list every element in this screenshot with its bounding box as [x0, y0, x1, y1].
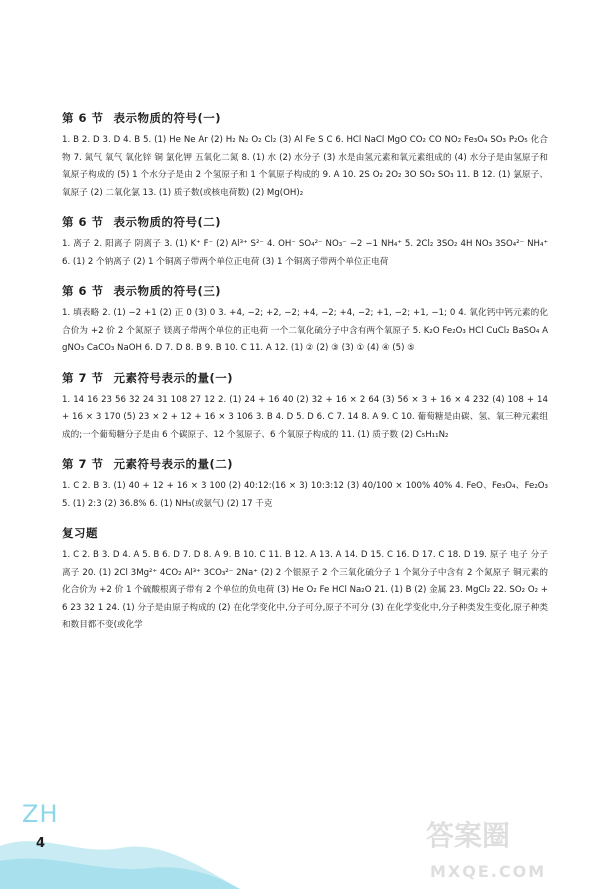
zh-logo: ZH [22, 800, 59, 828]
section-answers: 1. 离子 2. 阳离子 阴离子 3. (1) K⁺ F⁻ (2) Al³⁺ S²⁻ 4. OH⁻ SO₄²⁻ NO₃⁻ −2 −1 NH₄⁺ 5. 2Cl₂ 3SO₂ 4H NO₃ 3SO₄²⁻ NH₄⁺ 6. (1) 2 个钠离子 (2) 1 个铜离子带两个单位正电荷 (3) 1 个铜离子带两个单位正电荷 [62, 239, 548, 267]
section-7-2 [62, 456, 548, 513]
watermark-title: 答案圈 [426, 819, 511, 852]
section-answers: 1. 14 16 23 56 32 24 31 108 27 12 2. (1) 24 + 16 40 (2) 32 + 16 × 2 64 (3) 56 × 3 + 16 × 4 232 (4) 108 + 14 + 16 × 3 170 (5) 23 × 2 + 12 + 16 × 3 106 3. B 4. D 5. D 6. C 7. 14 8. A 9. C 10. 葡萄糖是由碳、氢、氧三种元素组成的;一个葡萄糖分子是由 6 个碳原子、12 个氢原子、6 个氧原子构成的 11. (1) 质子数 (2) C₅H₁₁N₂ [62, 394, 548, 440]
section-heading [62, 283, 548, 299]
section-heading [62, 370, 548, 386]
section-title: 表示物质的符号(一) [113, 111, 222, 125]
section-answers: 1. C 2. B 3. D 4. A 5. B 6. D 7. D 8. A 9. B 10. C 11. B 12. A 13. A 14. D 15. C 16. D 17. C 18. D 19. 原子 电子 分子 离子 20. (1) 2Cl 3Mg²⁺ 4CO₂ Al³⁺ 3CO₃²⁻ 2Na⁺ (2) 2 个银原子 2 个三氧化硫分子 1 个氮分子中含有 2 个氮原子 铜元素的化合价为 +2 价 1 个硫酸根离子带有 2 个单位的负电荷 (3) He O₂ Fe HCl Na₂O 21. (1) B (2) 金属 23. MgCl₂ 22. SO₂ O₂ +6 23 32 1 24. (1) 分子是由原子构成的 (2) 在化学变化中,分子可分,原子不可分 (3) 在化学变化中,分子种类发生变化,原子种类和数目都不变(或化学 [62, 550, 548, 630]
section-heading [62, 214, 548, 230]
section-heading [62, 525, 548, 541]
section-title: 表示物质的符号(三) [113, 284, 222, 298]
section-label: 第 6 节 [62, 284, 104, 298]
section-answers: 1. 填表略 2. (1) −2 +1 (2) 正 0 (3) 0 3. +4, −2; +2, −2; +4, −2; +4, −2; +1, −2; +1, −1; 0 4. 氧化钙中钙元素的化合价为 +2 价 2 个氮原子 镁离子带两个单位的正电荷 一个二氧化硫分子中含有两个氧原子 5. K₂O Fe₂O₃ HCl CuCl₂ BaSO₄ AgNO₃ CaCO₃ NaOH 6. D 7. D 8. B 9. B 10. C 11. A 12. (1) ② (2) ③ (3) ① (4) ④ (5) ⑤ [62, 308, 548, 353]
section-label: 第 6 节 [62, 111, 104, 125]
page-number: 4 [36, 836, 46, 851]
section-label: 第 7 节 [62, 370, 104, 385]
section-7-1 [62, 370, 548, 445]
watermark-site: MXQE.COM [430, 862, 547, 881]
section-label: 复习题 [62, 526, 98, 540]
section-answers: 1. B 2. D 3. D 4. B 5. (1) He Ne Ar (2) H₂ N₂ O₂ Cl₂ (3) Al Fe S C 6. HCl NaCl MgO CO₂ CO NO₂ Fe₃O₄ SO₃ P₂O₅ 化合物 7. 氮气 氧气 氧化锌 铜 氯化钾 五氧化二氮 8. (1) 水 (2) 水分子 (3) 水是由氢元素和氧元素组成的 (4) 水分子是由氢原子和氧原子构成的 (5) 1 个水分子是由 2 个氢原子和 1 个氧原子构成的 9. A 10. 2S O₂ 2O₂ 3O SO₂ SO₃ 11. B 12. (1) 氯原子、氧原子 (2) 二氧化氯 13. (1) 质子数(或核电荷数) (2) Mg(OH)₂ [62, 135, 548, 198]
section-label: 第 7 节 [62, 457, 104, 471]
section-title: 表示物质的符号(二) [113, 215, 222, 229]
section-answers: 1. C 2. B 3. (1) 40 + 12 + 16 × 3 100 (2) 40:12:(16 × 3) 10:3:12 (3) 40/100 × 100% 40% 4. FeO、Fe₃O₄、Fe₂O₃ 5. (1) 2:3 (2) 36.8% 6. (1) NH₃(或氨气) (2) 17 千克 [62, 481, 548, 509]
section-review [62, 525, 548, 635]
section-label: 第 6 节 [62, 215, 104, 229]
section-title: 元素符号表示的量(一) [113, 370, 234, 385]
section-6-3 [62, 283, 548, 358]
section-6-1 [62, 110, 548, 202]
section-heading [62, 110, 548, 126]
answer-content [62, 110, 548, 647]
watermark-logo [420, 805, 595, 889]
section-6-2 [62, 214, 548, 271]
section-title: 元素符号表示的量(二) [113, 457, 234, 471]
section-heading [62, 456, 548, 472]
